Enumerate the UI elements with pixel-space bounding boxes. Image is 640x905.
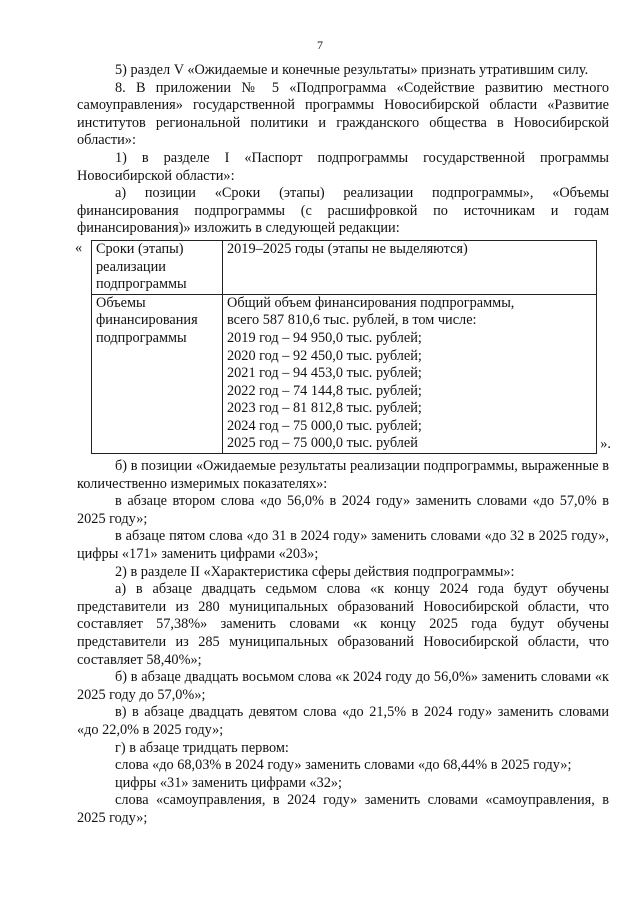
paragraph: 5) раздел V «Ожидаемые и конечные результаты» признать утратившим силу.: [115, 62, 589, 78]
table-row: [92, 294, 597, 453]
funding-line: 2025 год – 75 000,0 тыс. рублей: [227, 435, 418, 452]
row-value-terms: 2019–2025 годы (этапы не выделяются): [223, 240, 597, 294]
paragraph: 1) в разделе I «Паспорт подпрограммы государственной программы Новосибирской области»:: [77, 149, 609, 184]
row-label-funding: Объемы финансирования подпрограммы: [92, 294, 223, 453]
paragraph: цифры «31» заменить цифрами «32»;: [115, 774, 342, 791]
paragraph: г) в абзаце тридцать первом:: [115, 739, 289, 756]
close-quote: ».: [600, 436, 611, 453]
paragraph: слова «до 68,03% в 2024 году» заменить словами «до 68,44% в 2025 году»;: [115, 757, 572, 774]
paragraph: в абзаце втором слова «до 56,0% в 2024 году» заменить словами «до 57,0% в 2025 году»;: [77, 493, 609, 527]
funding-line: 2023 год – 81 812,8 тыс. рублей;: [227, 400, 422, 417]
paragraph: в абзаце пятом слова «до 31 в 2024 году» заменить словами «до 32 в 2025 году», цифры «171» заменить цифрами «203»;: [77, 528, 609, 563]
funding-line: 2021 год – 94 453,0 тыс. рублей;: [227, 365, 422, 382]
passport-table-block: [77, 240, 609, 454]
paragraph: а) позиции «Сроки (этапы) реализации подпрограммы», «Объемы финансирования подпрограммы (с расшифровкой по источникам и годам финансирования)» изложить в следующей редакции:: [77, 185, 609, 237]
paragraph: б) в позиции «Ожидаемые результаты реализации подпрограммы, выраженные в количественно измеримых показателях»:: [77, 458, 609, 492]
paragraph: в) в абзаце двадцать девятом слова «до 21,5% в 2024 году» заменить словами «до 22,0% в 2025 году»;: [77, 704, 609, 738]
table-row: [92, 240, 597, 294]
passport-table: [91, 240, 597, 454]
page-number: 7: [317, 38, 323, 52]
funding-line: 2020 год – 92 450,0 тыс. рублей;: [227, 347, 422, 364]
paragraph: а) в абзаце двадцать седьмом слова «к концу 2024 года будут обучены представители из 280 муниципальных образований Новосибирской области, что составляет 57,38%» заменить словами «к концу 2025 года будут обучены представители из 285 муниципальных образований Новосибирской области, что составляет 58,40%»;: [77, 581, 609, 668]
row-label-terms: Сроки (этапы) реализации подпрограммы: [92, 240, 223, 294]
open-quote: «: [75, 239, 83, 256]
row-value-funding: [223, 294, 597, 453]
funding-line: Общий объем финансирования подпрограммы,: [227, 294, 515, 311]
funding-line: 2024 год – 75 000,0 тыс. рублей;: [227, 417, 422, 434]
funding-line: 2022 год – 74 144,8 тыс. рублей;: [227, 382, 422, 399]
paragraph: слова «самоуправления, в 2024 году» заменить словами «самоуправления, в 2025 году»;: [77, 792, 609, 826]
document-body: [77, 62, 609, 828]
paragraph: 8. В приложении № 5 «Подпрограмма «Содействие развитию местного самоуправления» государственной программы Новосибирской области «Развитие институтов региональной политики и гражданского общества в Новосибирской области»:: [77, 79, 609, 149]
paragraph: 2) в разделе II «Характеристика сферы действия подпрограммы»:: [115, 563, 515, 580]
funding-line: всего 587 810,6 тыс. рублей, в том числе:: [227, 312, 477, 329]
funding-line: 2019 год – 94 950,0 тыс. рублей;: [227, 329, 422, 346]
paragraph: б) в абзаце двадцать восьмом слова «к 2024 году до 56,0%» заменить словами «к 2025 году до 57,0%»;: [77, 669, 609, 703]
